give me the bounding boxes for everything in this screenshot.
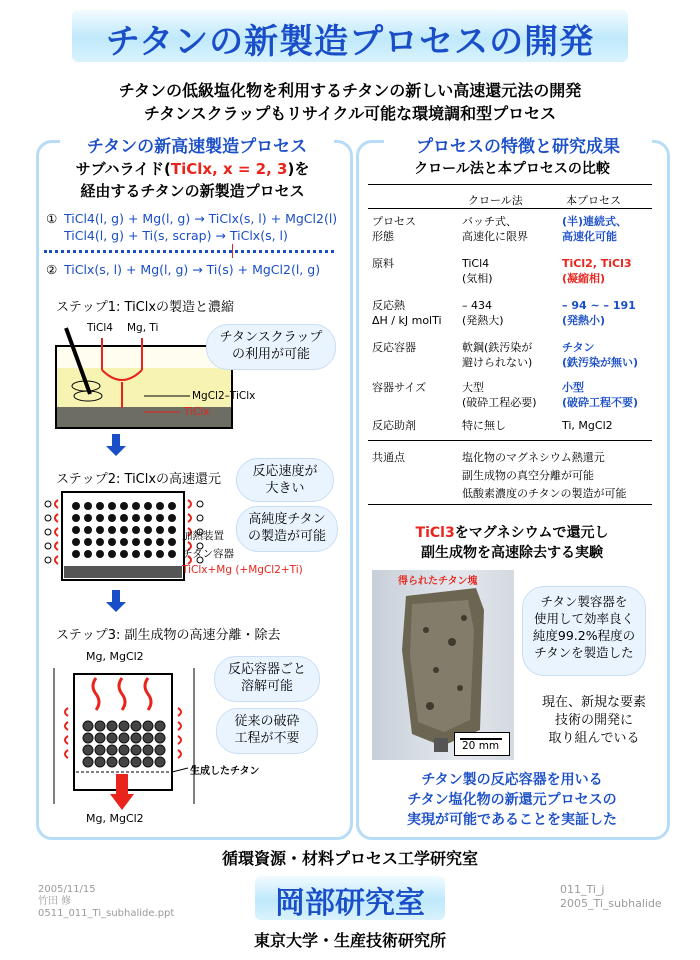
table-rule-top (368, 184, 652, 185)
step-arrow-1-head (106, 446, 126, 456)
eq2: TiClx(s, l) + Mg(l, g) → Ti(s) + MgCl2(l, g) (64, 262, 321, 277)
conclusion-line-3: 実現が可能であることを実証した (407, 812, 617, 828)
table-col-kroll: クロール法 (468, 194, 523, 207)
step1-bubble: チタンスクラップ の利用が可能 (206, 324, 336, 370)
step2-heater-left (45, 501, 51, 563)
step-arrow-2-head (106, 602, 126, 612)
left-panel-title: チタンの新高速製造プロセス (60, 132, 334, 157)
step1-label-ticl4: TiCl4 (87, 322, 113, 334)
lab-name: 岡部研究室 (275, 886, 425, 921)
subtitle-2: チタンスクラップもリサイクル可能な環境調和型プロセス (143, 104, 557, 123)
meta-file: 0511_011_Ti_subhalide.ppt (38, 908, 175, 919)
row-vessel-kroll: 軟鋼(鉄汚染が 避けられない) (462, 341, 533, 369)
step2-label-vessel: チタン容器 (182, 548, 234, 560)
step3-vessel (74, 674, 172, 790)
row-material-kroll: TiCl4 (気相) (462, 257, 493, 285)
row-aid-kroll: 特に無し (462, 419, 506, 432)
meta-author: 竹田 修 (38, 896, 72, 907)
step3-label-top: Mg, MgCl2 (86, 650, 144, 663)
step1-label-mgti: Mg, Ti (127, 322, 159, 334)
table-title: クロール法と本プロセスの比較 (414, 161, 610, 177)
row-aid-new: Ti, MgCl2 (562, 419, 613, 432)
row-material-new: TiCl2, TiCl3 (凝縮相) (562, 257, 632, 285)
current-text: 現在、新規な要素 技術の開発に 取り組んでいる (541, 695, 646, 746)
table-col-new: 本プロセス (566, 194, 621, 207)
subhalide-line-1 (40, 158, 345, 179)
step3-heat-right (178, 708, 181, 758)
table-rule-head (368, 208, 652, 209)
row-size-new: 小型 (破砕工程不要) (562, 381, 639, 409)
row-vessel-new: チタン (鉄汚染が無い) (562, 341, 639, 369)
photo-caption: 得られたチタン塊 (398, 576, 478, 587)
experiment-formula: TiCl3 (415, 525, 455, 541)
row-material-label: 原料 (372, 257, 394, 270)
right-panel-title: プロセスの特徴と研究成果 (384, 132, 652, 157)
row-heat-label: 反応熱 ΔH / kJ molTi (372, 299, 442, 327)
lab-label: 循環資源・材料プロセス工学研究室 (221, 849, 478, 868)
subhalide-text-a: サブハライド( (75, 160, 171, 178)
experiment-title-1 (360, 522, 664, 542)
row-heat-new: – 94 ~ – 191 (発熱小) (562, 299, 636, 327)
common-item-1: 塩化物のマグネシウム熱還元 (462, 451, 605, 464)
step2-bubble-1: 反応速度が 大きい (236, 458, 334, 502)
row-process-label: プロセス 形態 (372, 215, 416, 243)
step3-drain-head (110, 794, 134, 810)
eq1-line2: TiCl4(l, g) + Ti(s, scrap) → TiClx(s, l) (64, 228, 288, 243)
subhalide-line-2: 経由するチタンの新製造プロセス (80, 182, 305, 200)
table-rule-common (368, 440, 652, 441)
conclusion-line-1: チタン製の反応容器を用いる (421, 772, 603, 788)
common-item-3: 低酸素濃度のチタンの製造が可能 (462, 487, 627, 500)
row-heat-kroll: – 434 (発熱大) (462, 299, 504, 327)
subhalide-text-c: )を (287, 160, 310, 178)
step1-label-mgcl2: MgCl2–TiClx (192, 390, 256, 402)
common-item-2: 副生成物の真空分離が可能 (462, 469, 594, 482)
equation-link-arrow (232, 244, 233, 258)
page-title: チタンの新製造プロセスの開発 (105, 22, 595, 62)
scale-bar-label: 20 mm (462, 740, 500, 752)
eq1-line1: TiCl4(l, g) + Mg(l, g) → TiClx(s, l) + MgCl2(l) (64, 211, 338, 226)
step2-bottom (64, 566, 182, 578)
step3-leader-product (172, 768, 188, 772)
meta-id: 011_Ti_j (560, 883, 605, 896)
step3-bubble-2: 従来の破砕 工程が不要 (216, 708, 318, 754)
result-bubble: チタン製容器を 使用して効率良く 純度99.2%程度の チタンを製造した (522, 586, 646, 676)
experiment-text: をマグネシウムで還元し (454, 525, 609, 541)
step2-heat-left (55, 500, 58, 564)
row-process-new: (半)連続式、 高速化可能 (562, 215, 628, 243)
row-aid-label: 反応助剤 (372, 419, 416, 432)
step2-bubble-2: 高純度チタン の製造が可能 (236, 506, 338, 552)
eq2-number: ② (46, 262, 58, 277)
table-rule-bottom (368, 504, 652, 505)
step3-bubble-1: 反応容器ごと 溶解可能 (214, 656, 320, 702)
institute: 東京大学・生産技術研究所 (253, 931, 446, 950)
common-label: 共通点 (372, 451, 405, 464)
row-vessel-label: 反応容器 (372, 341, 416, 354)
row-process-kroll: バッチ式、 高速化に限界 (462, 215, 528, 243)
step3-heat-left (65, 708, 68, 758)
step3-label-bottom: Mg, MgCl2 (86, 812, 144, 825)
step2-label-heater: 加熱装置 (182, 530, 224, 542)
row-size-kroll: 大型 (破砕工程必要) (462, 381, 537, 409)
step1-label-ticlx: TiClx (184, 406, 210, 418)
meta-name: 2005_Ti_subhalide (560, 897, 662, 910)
step2-title: ステップ2: TiClxの高速還元 (56, 472, 222, 487)
conclusion-line-2: チタン塩化物の新還元プロセスの (407, 792, 617, 808)
experiment-title-2: 副生成物を高速除去する実験 (421, 545, 603, 561)
step3-drain-shaft (116, 774, 128, 796)
step3-label-product: 生成したチタン (190, 766, 260, 777)
equation-divider (44, 250, 334, 253)
eq1-number: ① (46, 211, 58, 226)
subtitle-1: チタンの低級塩化物を利用するチタンの新しい高速還元法の開発 (118, 81, 582, 100)
conclusion (360, 770, 664, 830)
step2-label-reaction: TiClx+Mg (+MgCl2+Ti) (182, 564, 303, 576)
step1-title: ステップ1: TiClxの製造と濃縮 (56, 300, 235, 315)
row-size-label: 容器サイズ (372, 381, 427, 394)
subhalide-formula: TiClx, x = 2, 3 (170, 160, 288, 178)
meta-date: 2005/11/15 (38, 884, 96, 895)
step3-title: ステップ3: 副生成物の高速分離・除去 (56, 628, 281, 643)
step3-diagram (40, 664, 210, 810)
